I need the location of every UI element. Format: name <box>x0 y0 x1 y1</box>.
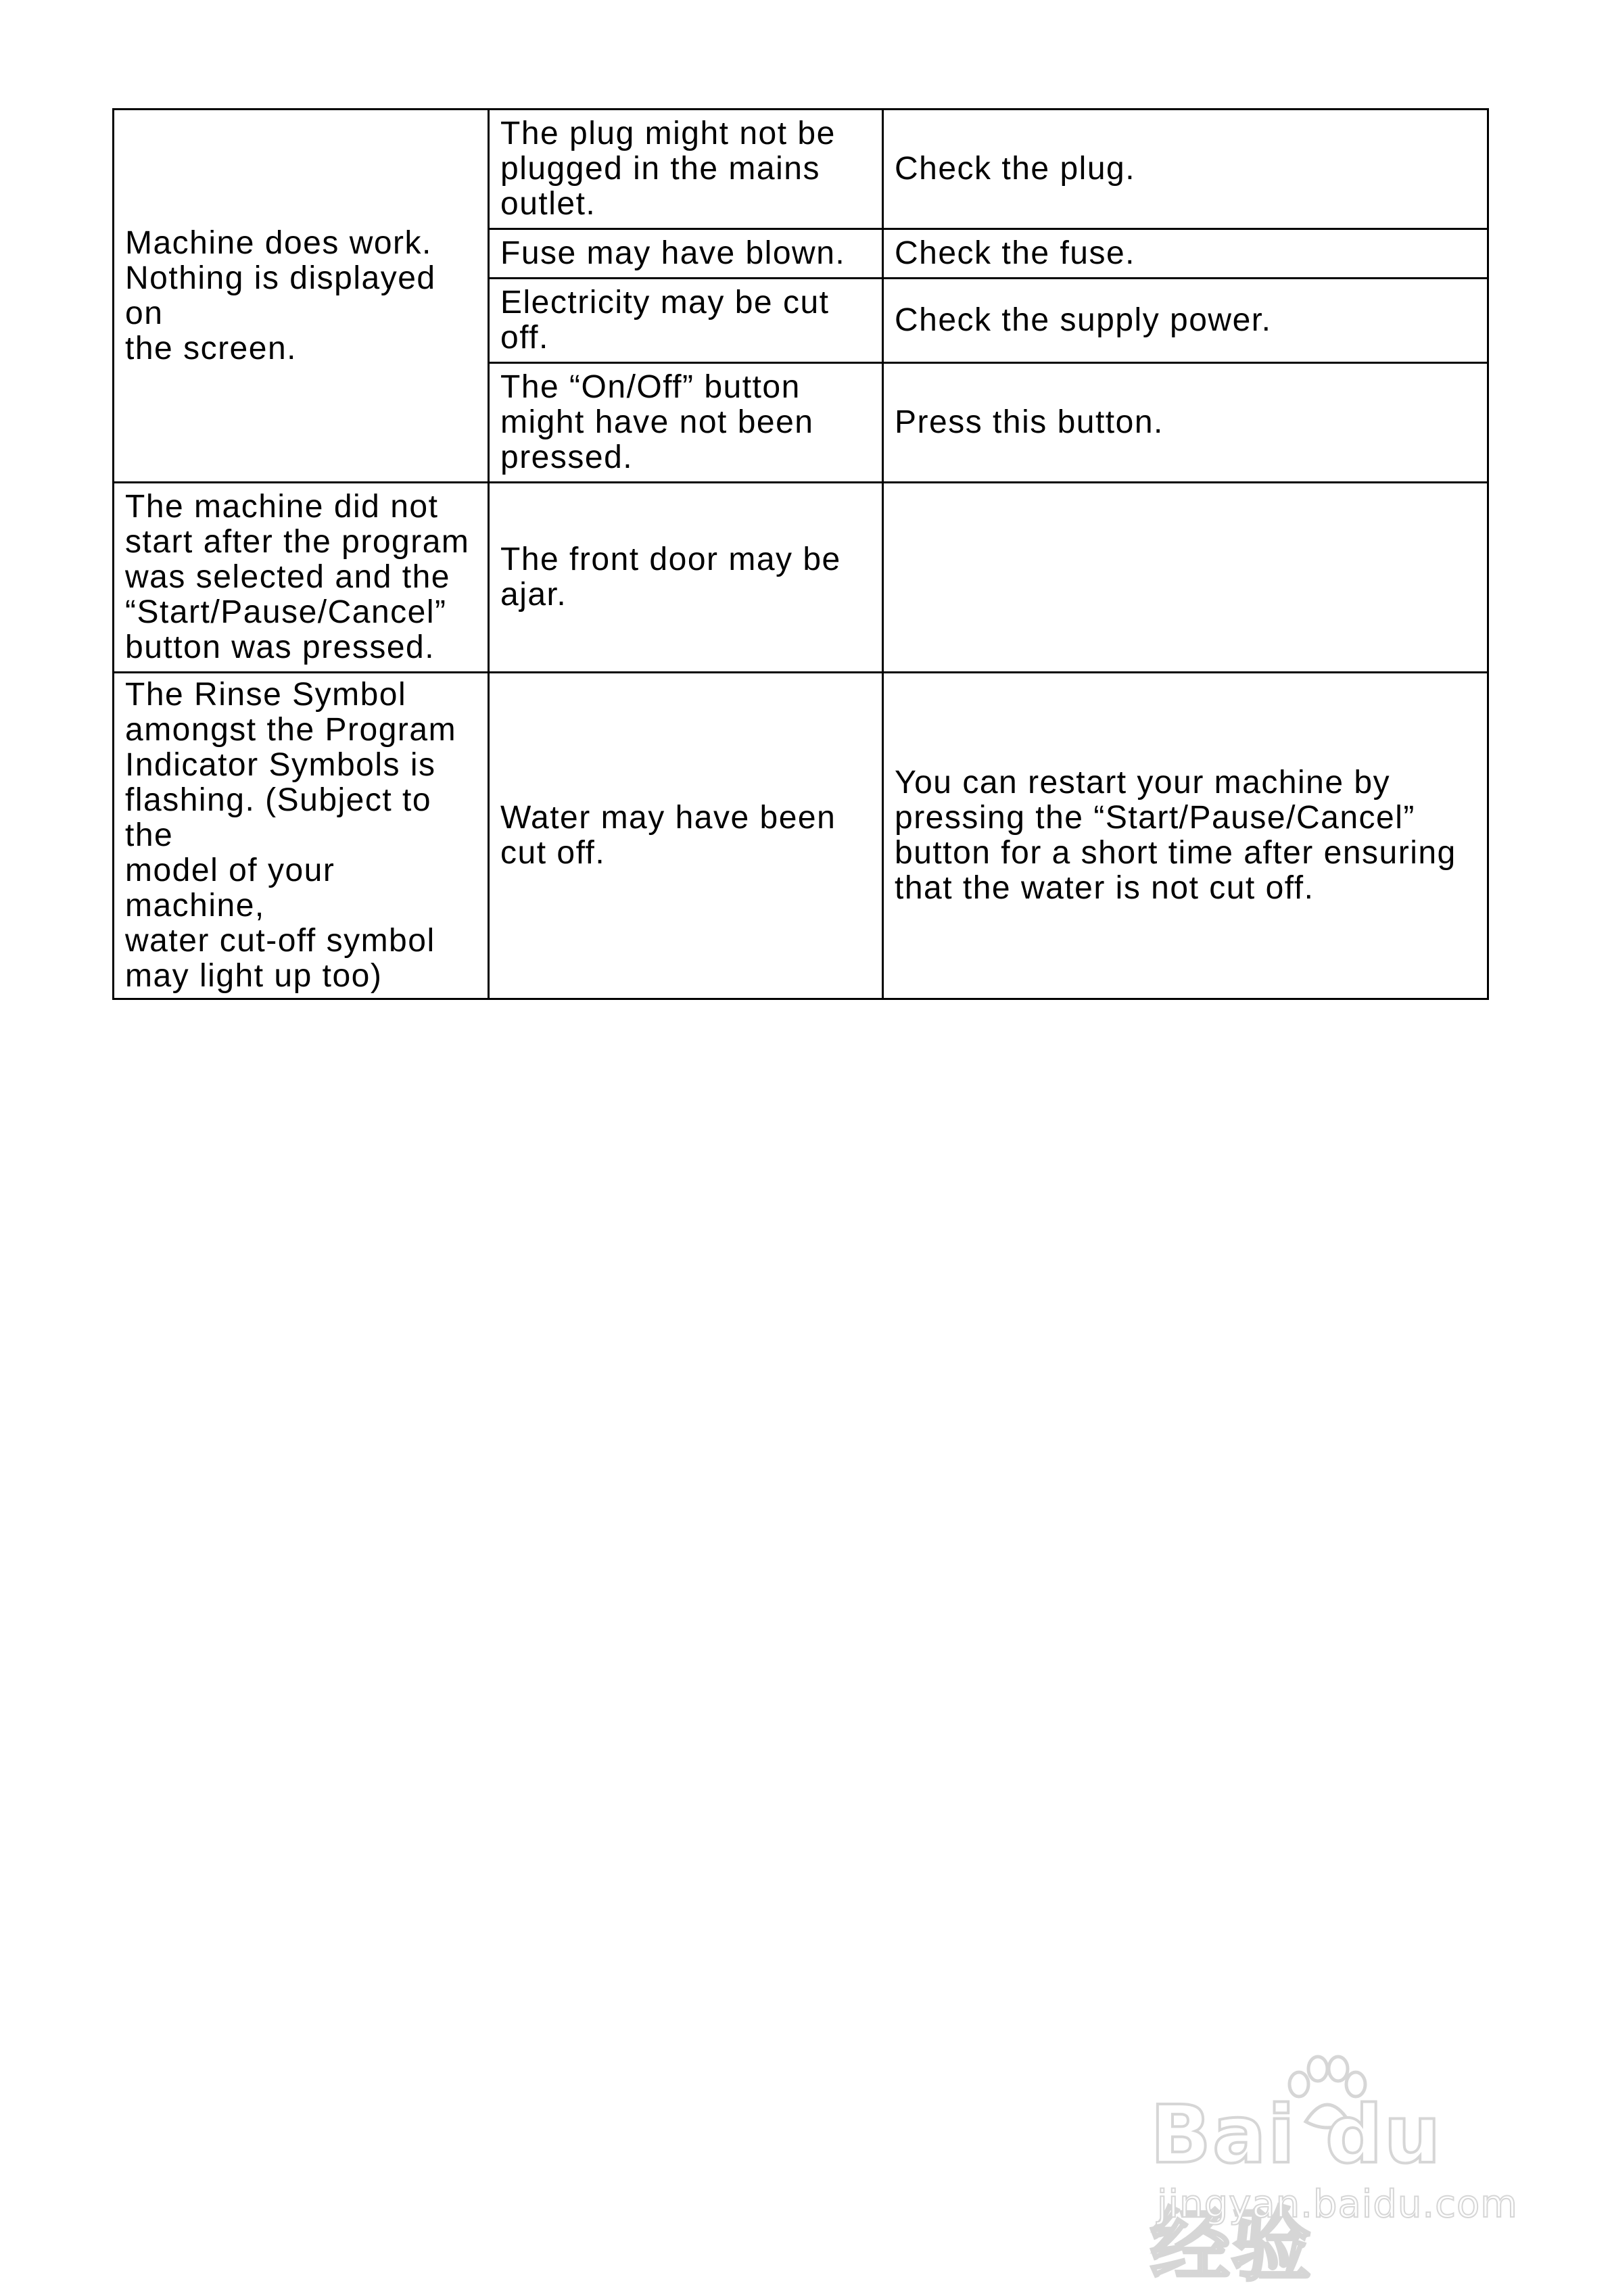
watermark-url: jingyan.baidu.com <box>1157 2182 1518 2226</box>
problem-cell: The Rinse Symbol amongst the Program Indicator Symbols is flashing. (Subject to the model of your machine, water cut-off symbol may light up too) <box>114 673 489 999</box>
solution-cell: Check the supply power. <box>883 279 1488 363</box>
cause-cell: The front door may be ajar. <box>489 483 883 673</box>
solution-cell <box>883 483 1488 673</box>
table-row <box>114 110 1488 229</box>
cause-cell: The “On/Off” button might have not been pressed. <box>489 363 883 483</box>
cause-cell: Fuse may have blown. <box>489 229 883 279</box>
cause-cell: Water may have been cut off. <box>489 673 883 999</box>
cause-cell: Electricity may be cut off. <box>489 279 883 363</box>
table-row <box>114 483 1488 673</box>
baidu-watermark <box>1150 2061 1529 2292</box>
troubleshooting-table <box>112 108 1489 1000</box>
solution-cell: You can restart your machine by pressing the “Start/Pause/Cancel” button for a short time after ensuring that the water is not cut off. <box>883 673 1488 999</box>
cause-cell: The plug might not be plugged in the mains outlet. <box>489 110 883 229</box>
problem-cell: The machine did not start after the program was selected and the “Start/Pause/Cancel” button was pressed. <box>114 483 489 673</box>
table-row <box>114 673 1488 999</box>
solution-cell: Check the plug. <box>883 110 1488 229</box>
solution-cell: Check the fuse. <box>883 229 1488 279</box>
problem-cell: Machine does work. Nothing is displayed on the screen. <box>114 110 489 483</box>
watermark-logo: Bai du 经验 <box>1150 2088 1442 2292</box>
solution-cell: Press this button. <box>883 363 1488 483</box>
